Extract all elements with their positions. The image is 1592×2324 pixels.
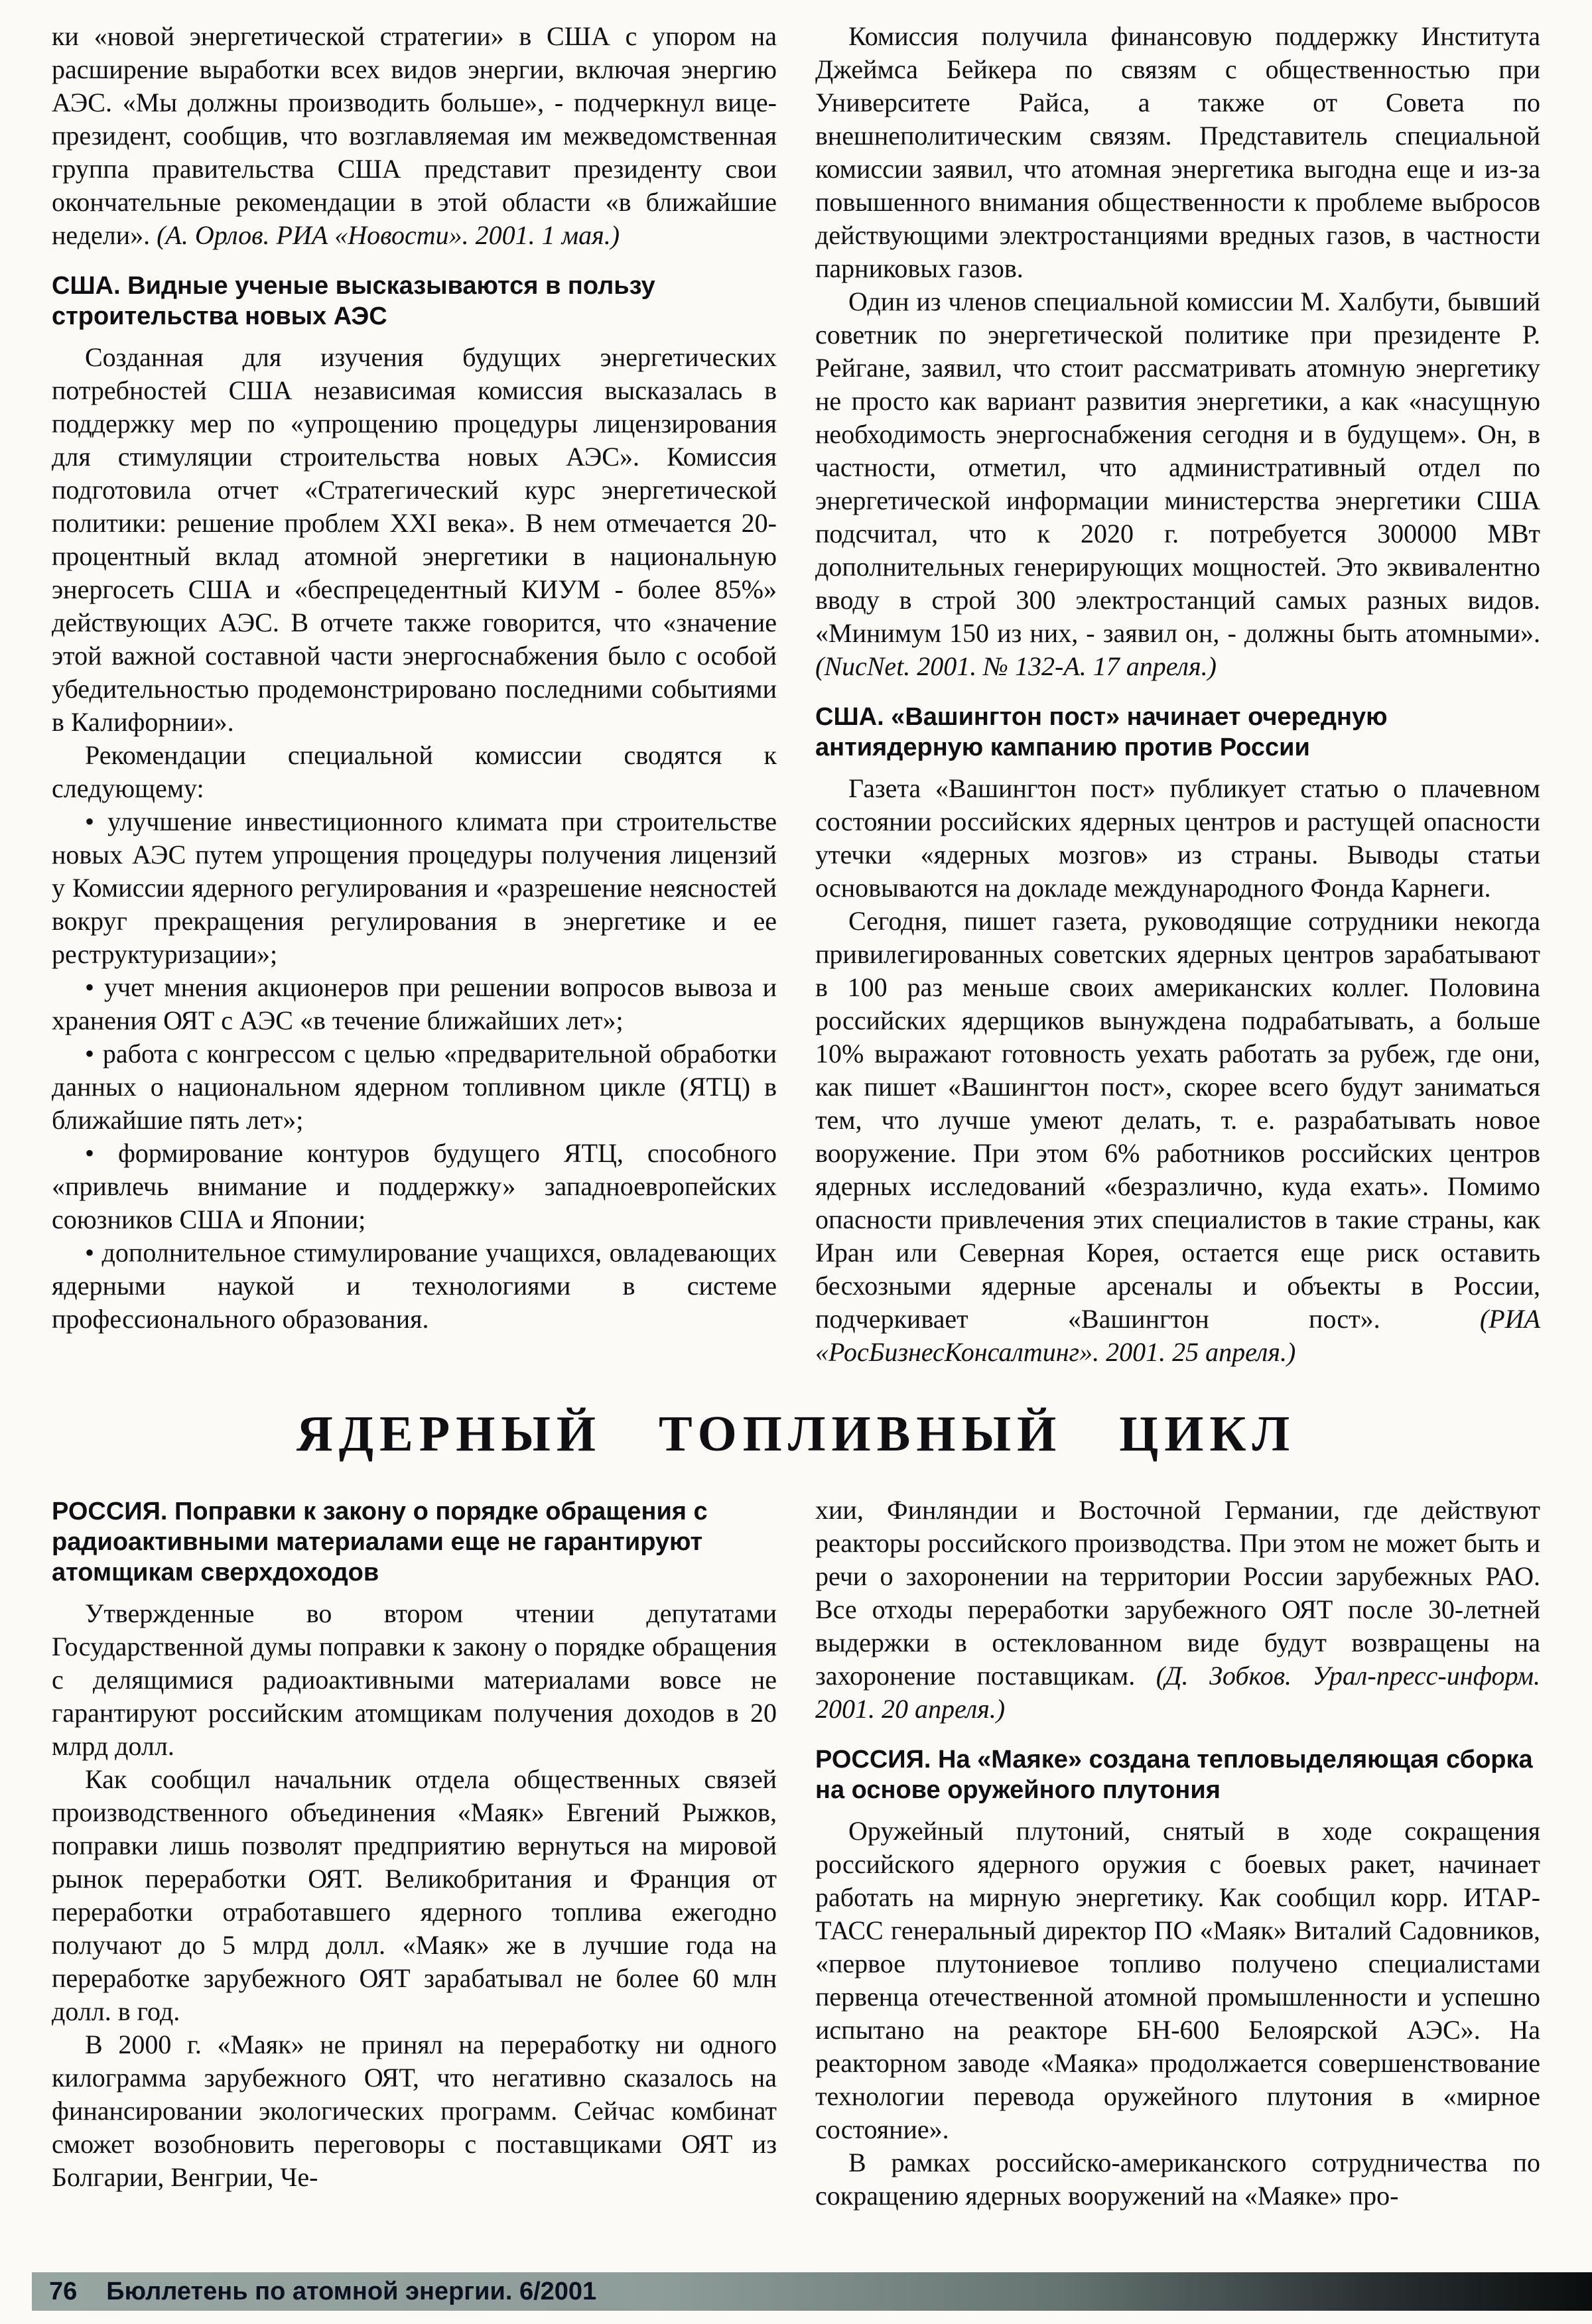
paragraph: Оружейный плутоний, снятый в ходе сокращения российского ядерного оружия с боевых ракет, начинает работать на мирную энергетику. Как сообщил корр. ИТАР-ТАСС генеральный директор ПО «Маяк» Виталий Садовников, «первое плутониевое топливо получено специалистами первенца отечественной атомной промышленности и успешно испытано на реакторе БН-600 Белоярской АЭС». На реакторном заводе «Маяка» продолжается совершенствование технологии перевода оружейного плутония в «мирное состояние».: [815, 1816, 1540, 2144]
bottom-left-column: [52, 1494, 777, 2213]
bullet-item: • работа с конгрессом с целью «предварительной обработки данных о национальном ядерном топливном цикле (ЯТЦ) в ближайшие пять лет»;: [52, 1039, 777, 1135]
paragraph: Созданная для изучения будущих энергетических потребностей США независимая комиссия высказалась в поддержку мер по «упрощению процедуры лицензирования для стимуляции строительства новых АЭС». Комиссия подготовила отчет «Стратегический курс энергетической политики: решение проблем XXI века». В нем отмечается 20-процентный вклад атомной энергетики в национальную энергосеть США и «беспрецедентный КИУМ - более 85%» действующих АЭС. В отчете также говорится, что «значение этой важной составной части энергоснабжения было с особой убедительностью продемонстрировано последними событиями в Калифорнии».: [52, 342, 777, 737]
bullet-item: • улучшение инвестиционного климата при строительстве новых АЭС путем упрощения процедуры получения лицензий у Комиссии ядерного регулирования и «разрешение неясностей вокруг прекращения регулирования в энергетике и ее реструктуризации»;: [52, 807, 777, 969]
article-heading: США. Видные ученые высказываются в пользу строительства новых АЭС: [52, 272, 655, 330]
bottom-right-column: [815, 1494, 1540, 2213]
paragraph-text: Один из членов специальной комиссии М. Халбути, бывший советник по энергетической политике при президенте Р. Рейгане, заявил, что стоит рассматривать атомную энергетику не просто как вариант развития энергетики, а как «насущную необходимость энергоснабжения сегодня и в будущем». Он, в частности, отметил, что административный отдел по энергетической информации министерства энергетики США подсчитал, что к 2020 г. потребуется 300000 МВт дополнительных генерирующих мощностей. Это эквивалентно вводу в строй 300 электростанций самых разных видов. «Минимум 150 из них, - заявил он, - должны быть атомными».: [815, 287, 1540, 648]
article-heading: РОССИЯ. Поправки к закону о порядке обращения с радиоактивными материалами еще не гарантируют атомщикам сверхдоходов: [52, 1498, 708, 1586]
page-footer: [32, 2272, 1592, 2311]
bullet-item: • учет мнения акционеров при решении вопросов вывоза и хранения ОЯТ с АЭС «в течение ближайших лет»;: [52, 972, 777, 1035]
paragraph: Как сообщил начальник отдела общественных связей производственного объединения «Маяк» Евгений Рыжков, поправки лишь позволят предприятию вернуться на мировой рынок переработки ОЯТ. Великобритания и Франция от переработки отработавшего ядерного топлива ежегодно получают до 5 млрд долл. «Маяк» же в лучшие года на переработке зарубежного ОЯТ зарабатывал не более 60 млн долл. в год.: [52, 1764, 777, 2026]
paragraph: [52, 20, 777, 252]
journal-title: Бюллетень по атомной энергии. 6/2001: [106, 2277, 597, 2305]
paragraph: [815, 285, 1540, 683]
section-title: ЯДЕРНЫЙ ТОПЛИВНЫЙ ЦИКЛ: [296, 1406, 1296, 1462]
paragraph-text: ки «новой энергетической стратегии» в США с упором на расширение выработки всех видов энергии, включая энергию АЭС. «Мы должны производить больше», - подчеркнул вице-президент, сообщив, что возглавляемая им межведомственная группа правительства США представит президенту свои окончательные рекомендации в этой области «в ближайшие недели».: [52, 21, 777, 250]
paragraph: В 2000 г. «Маяк» не принял на переработку ни одного килограмма зарубежного ОЯТ, что негативно сказалось на финансировании экологических программ. Сейчас комбинат сможет возобновить переговоры с поставщиками ОЯТ из Болгарии, Венгрии, Че-: [52, 2030, 777, 2192]
article-heading: РОССИЯ. На «Маяке» создана тепловыделяющая сборка на основе оружейного плутония: [815, 1746, 1533, 1804]
paragraph: [815, 1494, 1540, 1726]
article-heading: США. «Вашингтон пост» начинает очередную антиядерную кампанию против России: [815, 703, 1388, 761]
bullet-item: • формирование контуров будущего ЯТЦ, способного «привлечь внимание и поддержку» западноевропейских союзников США и Японии;: [52, 1138, 777, 1234]
page-number: 76: [49, 2277, 78, 2305]
paragraph: Утвержденные во втором чтении депутатами Государственной думы поправки к закону о порядке обращения с делящимися радиоактивными материалами вовсе не гарантируют российским атомщикам получения доходов в 20 млрд долл.: [52, 1598, 777, 1761]
paragraph-text: хии, Финляндии и Восточной Германии, где действуют реакторы российского производства. При этом не может быть и речи о захоронении на территории России зарубежных РАО. Все отходы переработки зарубежного ОЯТ после 30-летней выдержки в остеклованном виде будут возвращены на захоронение поставщикам.: [815, 1495, 1540, 1691]
citation: (РИА «РосБизнесКонсалтинг». 2001. 25 апреля.): [815, 1304, 1540, 1367]
bullet-item: • дополнительное стимулирование учащихся, овладевающих ядерными наукой и технологиями в системе профессионального образования.: [52, 1238, 777, 1334]
bottom-section: [52, 1494, 1540, 2213]
paragraph: Газета «Вашингтон пост» публикует статью о плачевном состоянии российских ядерных центров и растущей опасности утечки «ядерных мозгов» из страны. Выводы статьи основываются на докладе международного Фонда Карнеги.: [815, 773, 1540, 903]
paragraph: [815, 905, 1540, 1369]
top-section: [52, 20, 1540, 1369]
paragraph: Комиссия получила финансовую поддержку Института Джеймса Бейкера по связям с общественностью при Университете Райса, а также от Совета по внешнеполитическим связям. Представитель специальной комиссии заявил, что атомная энергетика выгодна еще и из-за повышенного внимания общественности к проблеме выбросов действующими электростанциями вредных газов, в частности парниковых газов.: [815, 21, 1540, 283]
citation: (А. Орлов. РИА «Новости». 2001. 1 мая.): [157, 220, 620, 250]
citation: (Д. Зобков. Урал-пресс-информ. 2001. 20 апреля.): [815, 1661, 1540, 1724]
top-right-column: [815, 20, 1540, 1369]
paragraph-text: Сегодня, пишет газета, руководящие сотрудники некогда привилегированных советских ядерных центров зарабатывают в 100 раз меньше своих американских коллег. Половина российских ядерщиков вынуждена подрабатывать, а больше 10% выражают готовность уехать работать за рубеж, где они, как пишет «Вашингтон пост», скорее всего будут заниматься тем, что лучше умеют делать, т. е. разрабатывать новое вооружение. При этом 6% работников российских центров ядерных исследований «безразлично, куда ехать». Помимо опасности привлечения этих специалистов в такие страны, как Иран или Северная Корея, остается еще риск оставить бесхозными ядерные арсеналы и объекты в России, подчеркивает «Вашингтон пост».: [815, 906, 1540, 1334]
paragraph: Рекомендации специальной комиссии сводятся к следующему:: [52, 740, 777, 803]
top-left-column: [52, 20, 777, 1369]
paragraph: В рамках российско-американского сотрудничества по сокращению ядерных вооружений на «Маяке» про-: [815, 2148, 1540, 2211]
citation: (NucNet. 2001. № 132-А. 17 апреля.): [815, 651, 1217, 681]
